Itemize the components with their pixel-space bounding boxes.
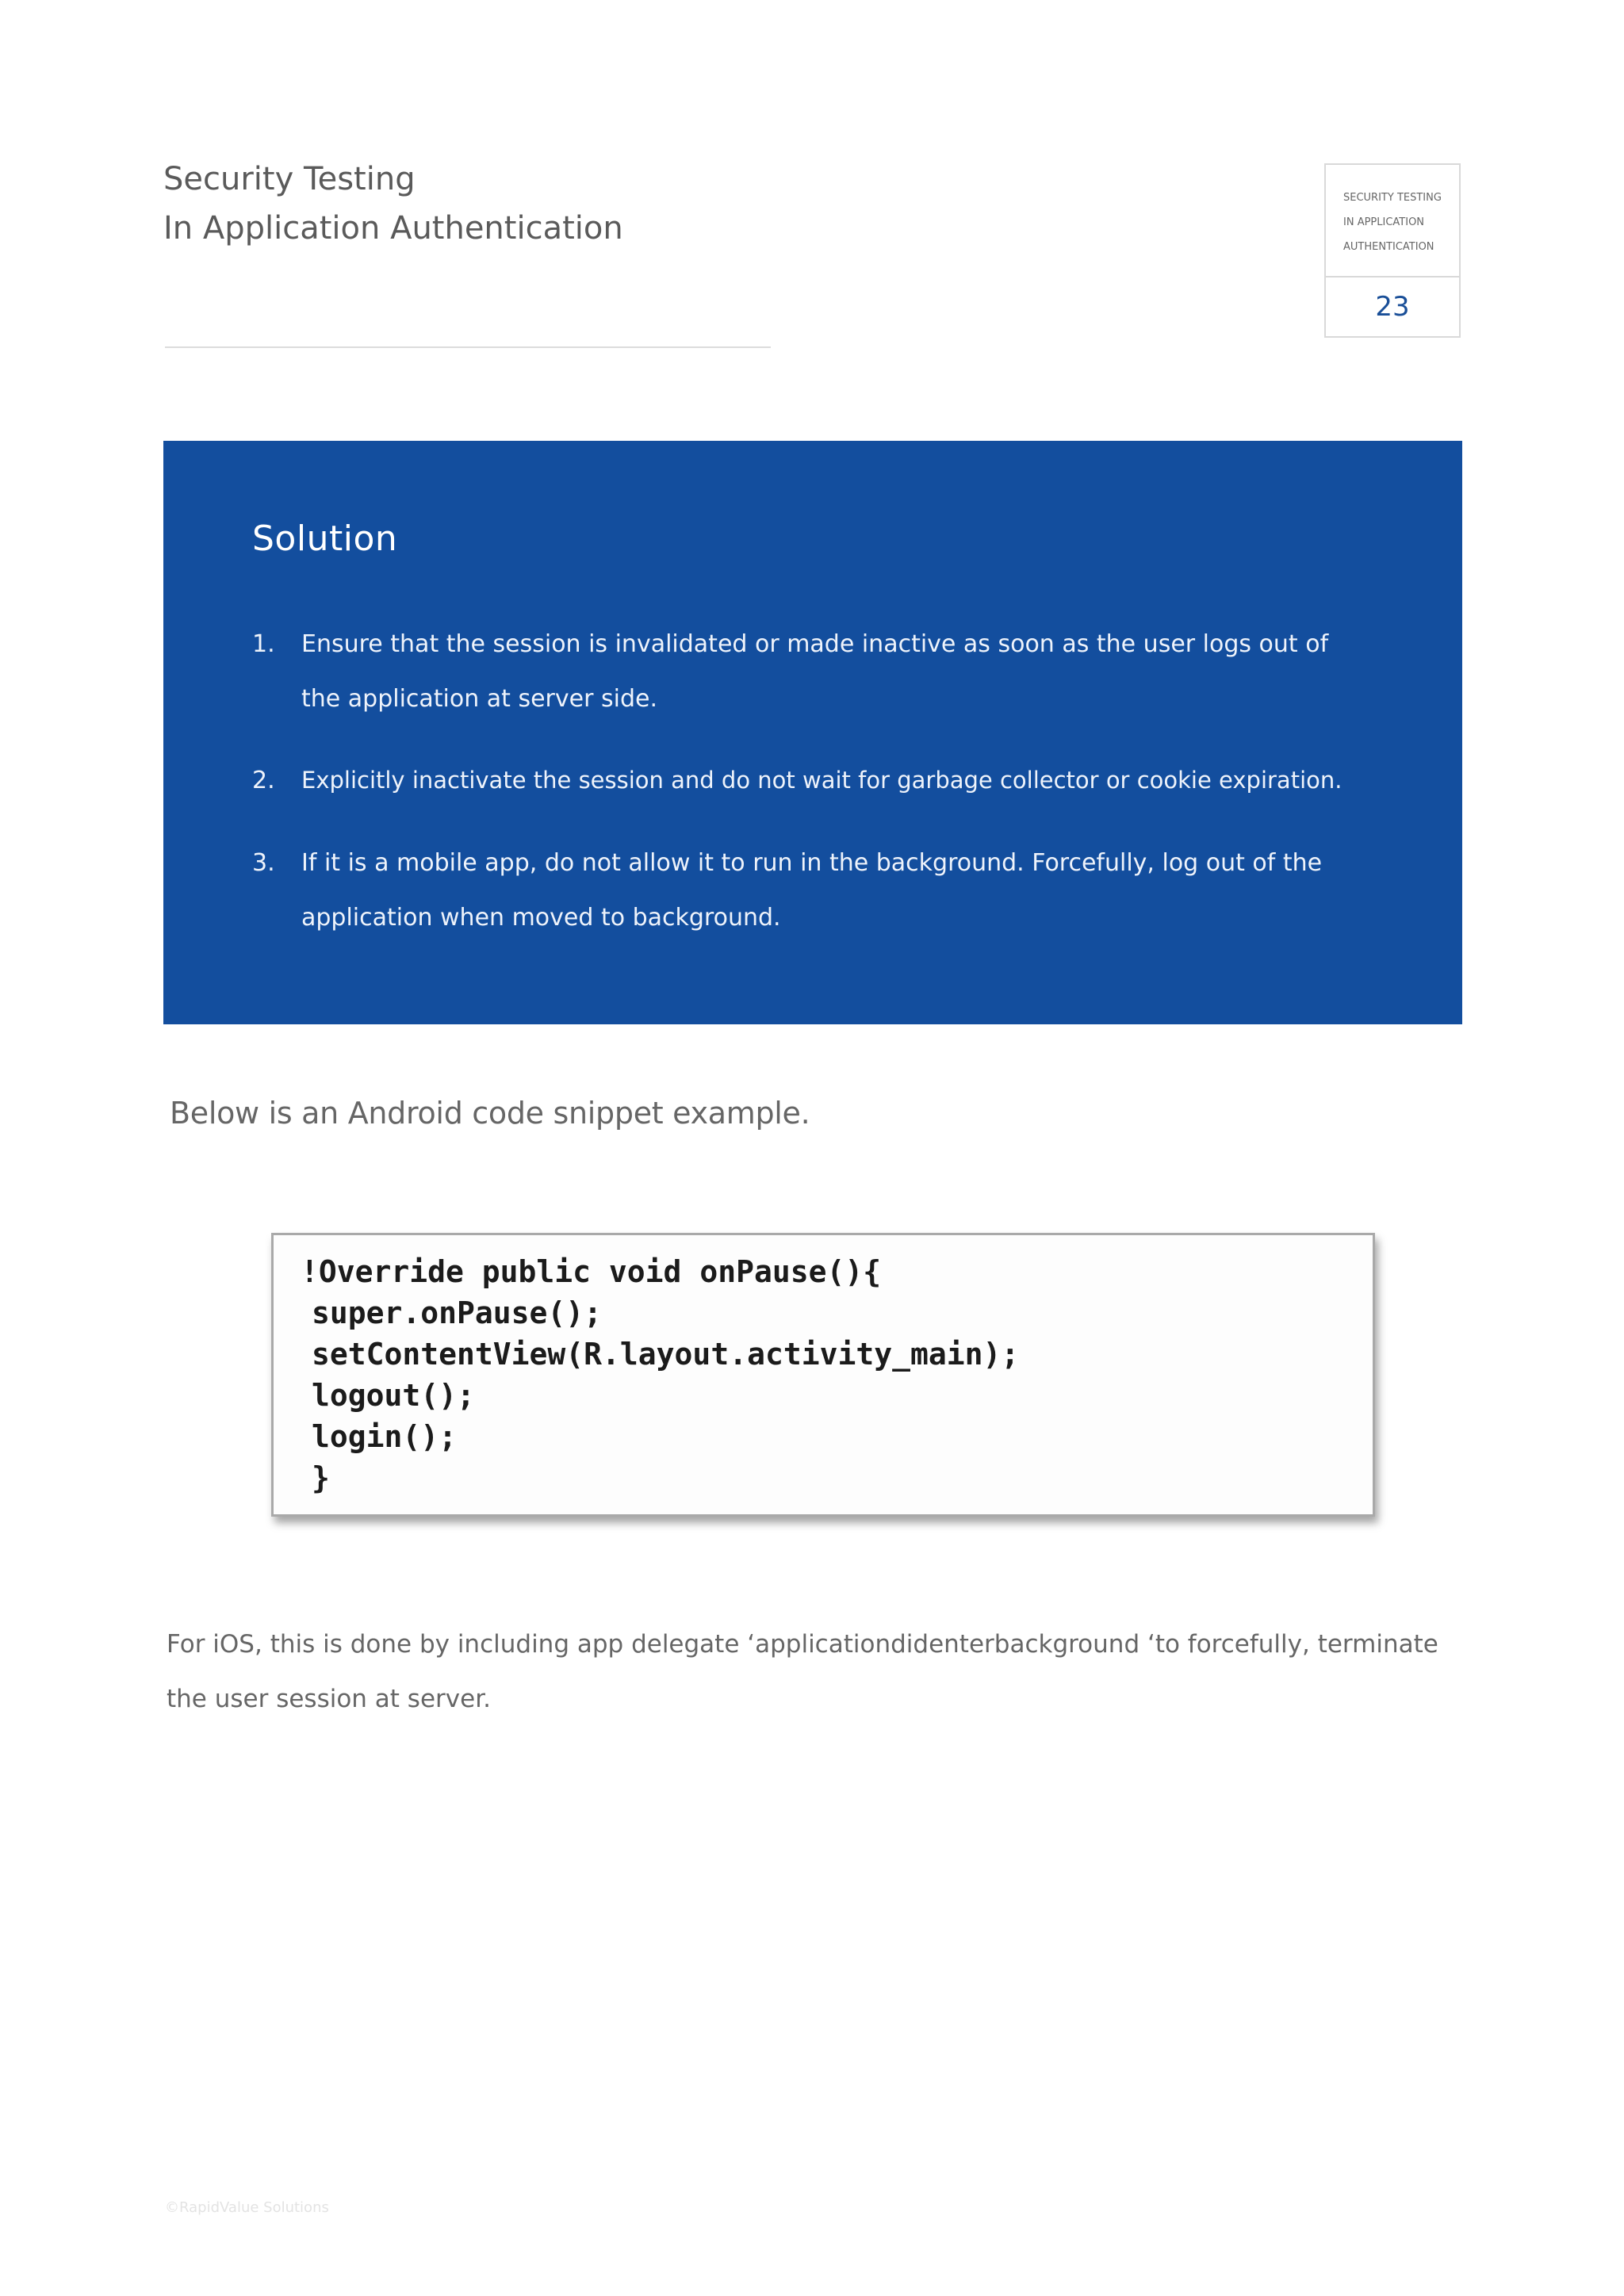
page-number: 23 [1375,291,1410,323]
title-line-1: Security Testing [163,161,416,197]
solution-item [252,836,1362,945]
code-intro-text: Below is an Android code snippet example. [170,1096,810,1131]
marker-line-1: SECURITY TESTING [1343,192,1442,204]
solution-item [252,753,1362,808]
page-marker-box [1324,163,1461,338]
item-text: Explicitly inactivate the session and do not wait for garbage collector or cookie expiration. [301,767,1342,794]
title-line-2: In Application Authentication [163,210,623,247]
code-line: login(); [312,1419,458,1454]
code-line: } [312,1460,330,1495]
item-number: 2. [252,767,275,794]
code-line: super.onPause(); [312,1295,603,1330]
ios-paragraph: For iOS, this is done by including app delegate ‘applicationdidenterbackground ‘to forcefully, terminate the user session at server. [167,1630,1438,1713]
marker-line-2: IN APPLICATION [1343,216,1425,228]
item-text: Ensure that the session is invalidated or made inactive as soon as the user logs out of the application at server side. [301,630,1329,713]
footer-copyright: ©RapidValue Solutions [165,2199,329,2216]
code-line: !Override public void onPause(){ [301,1254,882,1289]
solution-item [252,617,1362,726]
code-line: logout(); [312,1378,475,1413]
document-title [163,155,623,253]
item-number: 3. [252,849,275,877]
item-text: If it is a mobile app, do not allow it to run in the background. Forcefully, log out of the application when moved to background. [301,849,1323,932]
page-marker-label [1326,165,1459,277]
solution-heading: Solution [252,519,398,559]
code-snippet [271,1233,1375,1517]
code-line: setContentView(R.layout.activity_main); [312,1337,1020,1372]
header-divider [165,346,771,348]
solution-panel [163,441,1462,1024]
item-number: 1. [252,630,275,658]
marker-line-3: AUTHENTICATION [1343,241,1434,253]
